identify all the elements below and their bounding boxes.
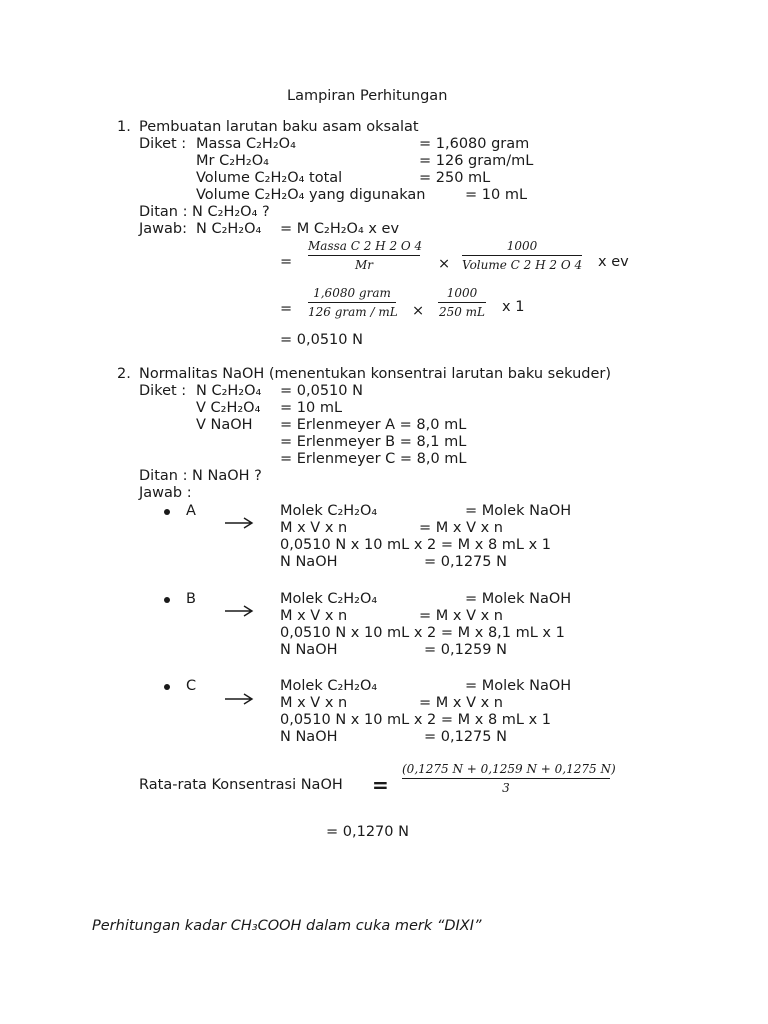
- case-result: = 0,1275 N: [424, 554, 507, 570]
- times-sign: ×: [438, 256, 451, 272]
- bullet-dot-icon: [164, 597, 170, 603]
- case-label: C: [186, 678, 197, 694]
- fraction-numerator: (0,1275 N + 0,1259 N + 0,1275 N): [402, 762, 610, 779]
- equals-sign: =: [372, 773, 389, 797]
- fraction-numerator: 1,6080 gram: [308, 286, 396, 303]
- case-line: = Molek NaOH: [465, 678, 572, 694]
- diket-item-label: Volume C₂H₂O₄ total: [196, 170, 343, 186]
- case-label: A: [186, 503, 196, 519]
- equals-sign: =: [280, 254, 293, 270]
- diket-item-label: Massa C₂H₂O₄: [196, 136, 296, 152]
- right-arrow-icon: [224, 516, 254, 530]
- case-line: N NaOH: [280, 729, 338, 745]
- bullet-dot-icon: [164, 509, 170, 515]
- fraction-mass-over-mr: [308, 239, 423, 272]
- fraction-numerator: 1000: [438, 286, 486, 303]
- fraction-mass-over-mr-values: [308, 286, 396, 319]
- fraction-denominator: 126 gram / mL: [308, 305, 398, 319]
- bullet-dot-icon: [164, 684, 170, 690]
- fraction-1000-over-volume: [462, 239, 582, 272]
- diket-item-label: V NaOH: [196, 417, 253, 433]
- jawab-lhs: N C₂H₂O₄: [196, 221, 262, 237]
- section-2-number: 2.: [117, 366, 131, 382]
- fraction-denominator: 3: [502, 781, 510, 795]
- fraction-numerator: Massa C 2 H 2 O 4: [308, 239, 420, 256]
- ditan-line: Ditan : N C₂H₂O₄ ?: [139, 204, 270, 220]
- case-line: = M x V x n: [419, 695, 503, 711]
- diket-label: Diket :: [139, 383, 187, 399]
- case-label: B: [186, 591, 196, 607]
- case-line: M x V x n: [280, 608, 348, 624]
- fraction-denominator: 250 mL: [438, 305, 486, 319]
- diket-item-value: = 126 gram/mL: [419, 153, 534, 169]
- equals-sign: =: [280, 301, 293, 317]
- diket-item-value: = 10 mL: [465, 187, 528, 203]
- fraction-1000-over-250: [438, 286, 486, 319]
- case-result: = 0,1275 N: [424, 729, 507, 745]
- ditan-line: Ditan : N NaOH ?: [139, 468, 262, 484]
- diket-item-label: V C₂H₂O₄: [196, 400, 261, 416]
- diket-item-value: = Erlenmeyer B = 8,1 mL: [280, 434, 467, 450]
- section-1-number: 1.: [117, 119, 131, 135]
- diket-item-value: = Erlenmeyer C = 8,0 mL: [280, 451, 467, 467]
- section-1-heading: Pembuatan larutan baku asam oksalat: [139, 119, 419, 135]
- diket-label: Diket :: [139, 136, 187, 152]
- case-line: = Molek NaOH: [465, 591, 572, 607]
- case-line: N NaOH: [280, 554, 338, 570]
- average-result: = 0,1270 N: [326, 824, 409, 840]
- fraction-denominator: Mr: [354, 258, 374, 272]
- diket-item-value: = Erlenmeyer A = 8,0 mL: [280, 417, 467, 433]
- case-line: = Molek NaOH: [465, 503, 572, 519]
- case-line: N NaOH: [280, 642, 338, 658]
- case-line: 0,0510 N x 10 mL x 2 = M x 8 mL x 1: [280, 712, 552, 728]
- case-line: 0,0510 N x 10 mL x 2 = M x 8,1 mL x 1: [280, 625, 565, 641]
- diket-item-label: N C₂H₂O₄: [196, 383, 262, 399]
- case-line: 0,0510 N x 10 mL x 2 = M x 8 mL x 1: [280, 537, 552, 553]
- fraction-average: [402, 762, 616, 795]
- footer-heading: Perhitungan kadar CH₃COOH dalam cuka merk “DIXI”: [92, 918, 482, 934]
- diket-item-value: = 0,0510 N: [280, 383, 363, 399]
- fraction-denominator: Volume C 2 H 2 O 4: [462, 258, 583, 272]
- jawab-label: Jawab :: [139, 485, 192, 501]
- jawab-label: Jawab:: [139, 221, 187, 237]
- times-ev: x ev: [598, 254, 629, 270]
- diket-item-label: Volume C₂H₂O₄ yang digunakan: [196, 187, 426, 203]
- section-1-result: = 0,0510 N: [280, 332, 363, 348]
- right-arrow-icon: [224, 692, 254, 706]
- jawab-eq1: = M C₂H₂O₄ x ev: [280, 221, 400, 237]
- right-arrow-icon: [224, 604, 254, 618]
- average-label: Rata-rata Konsentrasi NaOH: [139, 777, 343, 793]
- case-result: = 0,1259 N: [424, 642, 507, 658]
- case-line: M x V x n: [280, 695, 348, 711]
- case-line: M x V x n: [280, 520, 348, 536]
- diket-item-value: = 250 mL: [419, 170, 491, 186]
- case-line: = M x V x n: [419, 608, 503, 624]
- diket-item-label: Mr C₂H₂O₄: [196, 153, 269, 169]
- diket-item-value: = 10 mL: [280, 400, 343, 416]
- case-line: Molek C₂H₂O₄: [280, 678, 378, 694]
- case-line: Molek C₂H₂O₄: [280, 591, 378, 607]
- case-line: Molek C₂H₂O₄: [280, 503, 378, 519]
- diket-item-value: = 1,6080 gram: [419, 136, 530, 152]
- times-one: x 1: [502, 299, 525, 315]
- section-2-heading: Normalitas NaOH (menentukan konsentrai larutan baku sekuder): [139, 366, 612, 382]
- times-sign: ×: [412, 303, 425, 319]
- fraction-numerator: 1000: [462, 239, 582, 256]
- page-title: Lampiran Perhitungan: [287, 88, 448, 104]
- case-line: = M x V x n: [419, 520, 503, 536]
